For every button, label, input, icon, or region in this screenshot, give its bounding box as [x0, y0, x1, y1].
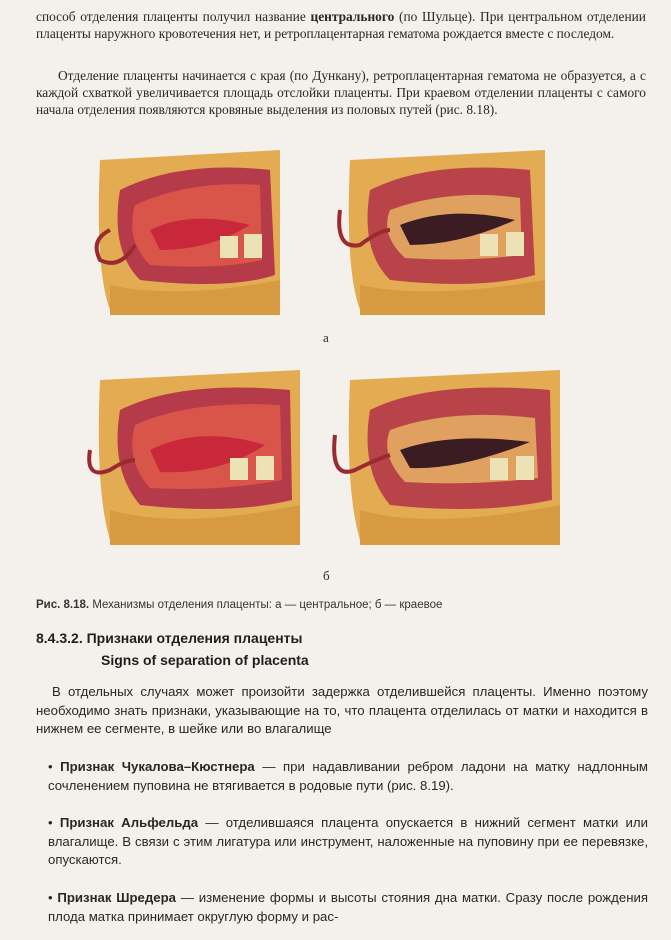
figure-a-right [330, 150, 545, 320]
paragraph-2: Отделение плаценты начинается с края (по Дункану), ретроплацентарная гематома не образуется, а с каждой схваткой увеличивается площадь отслойки плаценты. При краевом отделении плаценты с самого начала отделения появляются кровяные выделения из половых путей (рис. 8.18). [36, 68, 646, 118]
figure-b-right [330, 370, 560, 550]
paragraph-3: В отдельных случаях может произойти задержка отделившейся плаценты. Именно поэтому необходимо знать признаки, указывающие на то, что плацента отделилась от матки и находится в нижнем ее сегменте, в шейке или во влагалище [36, 684, 648, 737]
figure-label-a: а [323, 330, 329, 345]
bullet-1: • Признак Чукалова–Кюстнера — при надавливании ребром ладони на матку надлонным сочленением пуповина не втягивается в родовые пути (рис. 8.19). [48, 759, 648, 793]
bullet-3: • Признак Шредера — изменение формы и высоты стояния дна матки. Сразу после рождения плода матка принимает округлую форму и рас- [48, 890, 648, 924]
figure-b-left [80, 370, 300, 550]
figure-a-left [80, 150, 280, 320]
figure-label-b: б [323, 568, 330, 583]
paragraph-1: способ отделения плаценты получил название центрального (по Шульце). При центральном отделении плаценты наружного кровотечения нет, и ретроплацентарная гематома рождается вместе с последом. [36, 9, 646, 42]
bullet-2: • Признак Альфельда — отделившаяся плацента опускается в нижний сегмент матки или влагалище. В связи с этим лигатура или инструмент, наложенные на пуповину при ее перевязке, опускаются. [48, 815, 648, 868]
figure-caption: Рис. 8.18. Механизмы отделения плаценты: а — центральное; б — краевое [36, 599, 443, 611]
section-subheading: Signs of separation of placenta [101, 652, 309, 668]
section-heading: 8.4.3.2. Признаки отделения плаценты [36, 630, 303, 646]
